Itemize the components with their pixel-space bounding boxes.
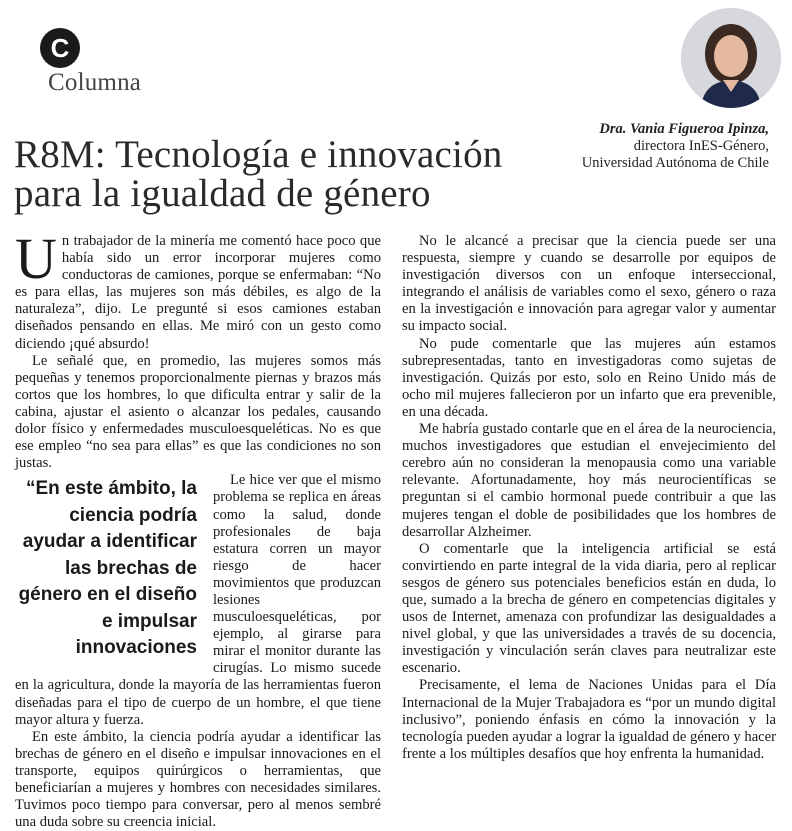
drop-cap: U xyxy=(15,226,57,291)
article-column-2 xyxy=(402,233,776,762)
paragraph-6: No pude comentarle que las mujeres aún estamos subrepresentadas, tanto en investigadoras como sujetas de investigación. Quizás por esto, solo en Reino Unido más de ocho mil mujeres fallecieron por un infarto que era prevenible, en una década. xyxy=(402,335,776,420)
paragraph-4: En este ámbito, la ciencia podría ayudar a identificar las brechas de género en el diseño e impulsar innovaciones en el transporte, equipos quirúrgicos o herramientas, que beneficiarían a mujeres y hombres con necesidades similares. Tuvimos poco tiempo para conversar, pero al menos sembré una duda sobre su creencia inicial. xyxy=(15,728,381,831)
author-role: directora InES-Género, xyxy=(633,138,769,154)
pull-quote-wrap xyxy=(15,472,381,728)
column-badge-icon: C xyxy=(40,28,80,68)
paragraph-5: No le alcancé a precisar que la ciencia puede ser una respuesta, siempre y cuando se desarrolle por equipos de investigación diversos con un enfoque interseccional, integrando el análisis de variables como el sexo, género o raza en la investigación e innovación para agregar valor y aumentar su impacto social. xyxy=(402,233,776,335)
author-portrait-icon xyxy=(681,8,781,108)
author-byline xyxy=(582,121,769,172)
paragraph-1 xyxy=(15,226,381,353)
paragraph-8: O comentarle que la inteligencia artificial se está convirtiendo en parte integral de la vida diaria, pero al replicar sesgos de género sus potenciales beneficios están en duda, lo que, sumado a la brecha de género en competencias digitales y usos de Internet, amenaza con profundizar las desigualdades a nivel global, y que las universidades a través de su docencia, investigación y vinculación serán claves para neutralizar este escenario. xyxy=(402,540,776,677)
paragraph-9: Precisamente, el lema de Naciones Unidas para el Día Internacional de la Mujer Trabajadora es “por un mundo digital inclusivo”, poniendo énfasis en cómo la innovación y la tecnología pueden ayudar a lograr la igualdad de género y hacer frente a los múltiples desafíos que hoy enfrenta la humanidad. xyxy=(402,677,776,762)
paragraph-1-text: n trabajador de la minería me comentó hace poco que había sido un error incorporar mujeres como conductoras de camiones, porque se enfermaban: “No es para ellas, las mujeres son más débiles, es algo de la naturaleza”, dijo. Le pregunté si esos camiones estaban diseñados pensando en ellas. Me miró con un gesto como diciendo ¡qué absurdo! xyxy=(15,233,381,352)
paragraph-2: Le señalé que, en promedio, las mujeres somos más pequeñas y tenemos proporcionalmente piernas y brazos más cortos que los hombres, lo que dificulta entrar y salir de la cabina, ajustar el asiento o alcanzar los pedales, causando dolor físico y enfermedades musculoesqueléticas. No es que ese empleo “no sea para ellas” es que las condiciones no son justas. xyxy=(15,352,381,472)
author-affiliation: Universidad Autónoma de Chile xyxy=(581,155,769,171)
article-title-line-1: R8M: Tecnología e innovación xyxy=(14,133,503,176)
article-title-line-2: para la igualdad de género xyxy=(14,172,431,215)
author-portrait-svg xyxy=(681,8,781,108)
author-name: Dra. Vania Figueroa Ipinza, xyxy=(599,121,769,137)
paragraph-7: Me habría gustado contarle que en el área de la neurociencia, muchos investigadores que estudian el envejecimiento del cerebro aún no consideran la menopausia como una variable relevante. Afortunadamente, hoy más neurocientíficas se preguntan si el cambio hormonal puede contribuir a que las mujeres tengan el doble de posibilidades que los hombres de desarrollar Alzheimer. xyxy=(402,421,776,540)
paragraph-3: Le hice ver que el mismo problema se replica en áreas como la salud, donde profesionales de baja estatura corren un mayor riesgo de hacer movimientos que produzcan lesiones musculoesqueléticas, por ejemplo, al girarse para mirar el monitor durante las cirugías. Lo mismo sucede en la agricultura, donde la mayoría de las herramientas fueron diseñadas para el tipo de cuerpo de un hombre, el que tiene mayor altura y fuerza. xyxy=(15,472,381,728)
pull-quote: “En este ámbito, la ciencia podría ayudar a identificar las brechas de género en el diseño e impulsar innovaciones xyxy=(18,478,197,659)
article-column-1 xyxy=(15,226,381,831)
article-title xyxy=(14,135,502,213)
section-label: Columna xyxy=(48,69,142,96)
